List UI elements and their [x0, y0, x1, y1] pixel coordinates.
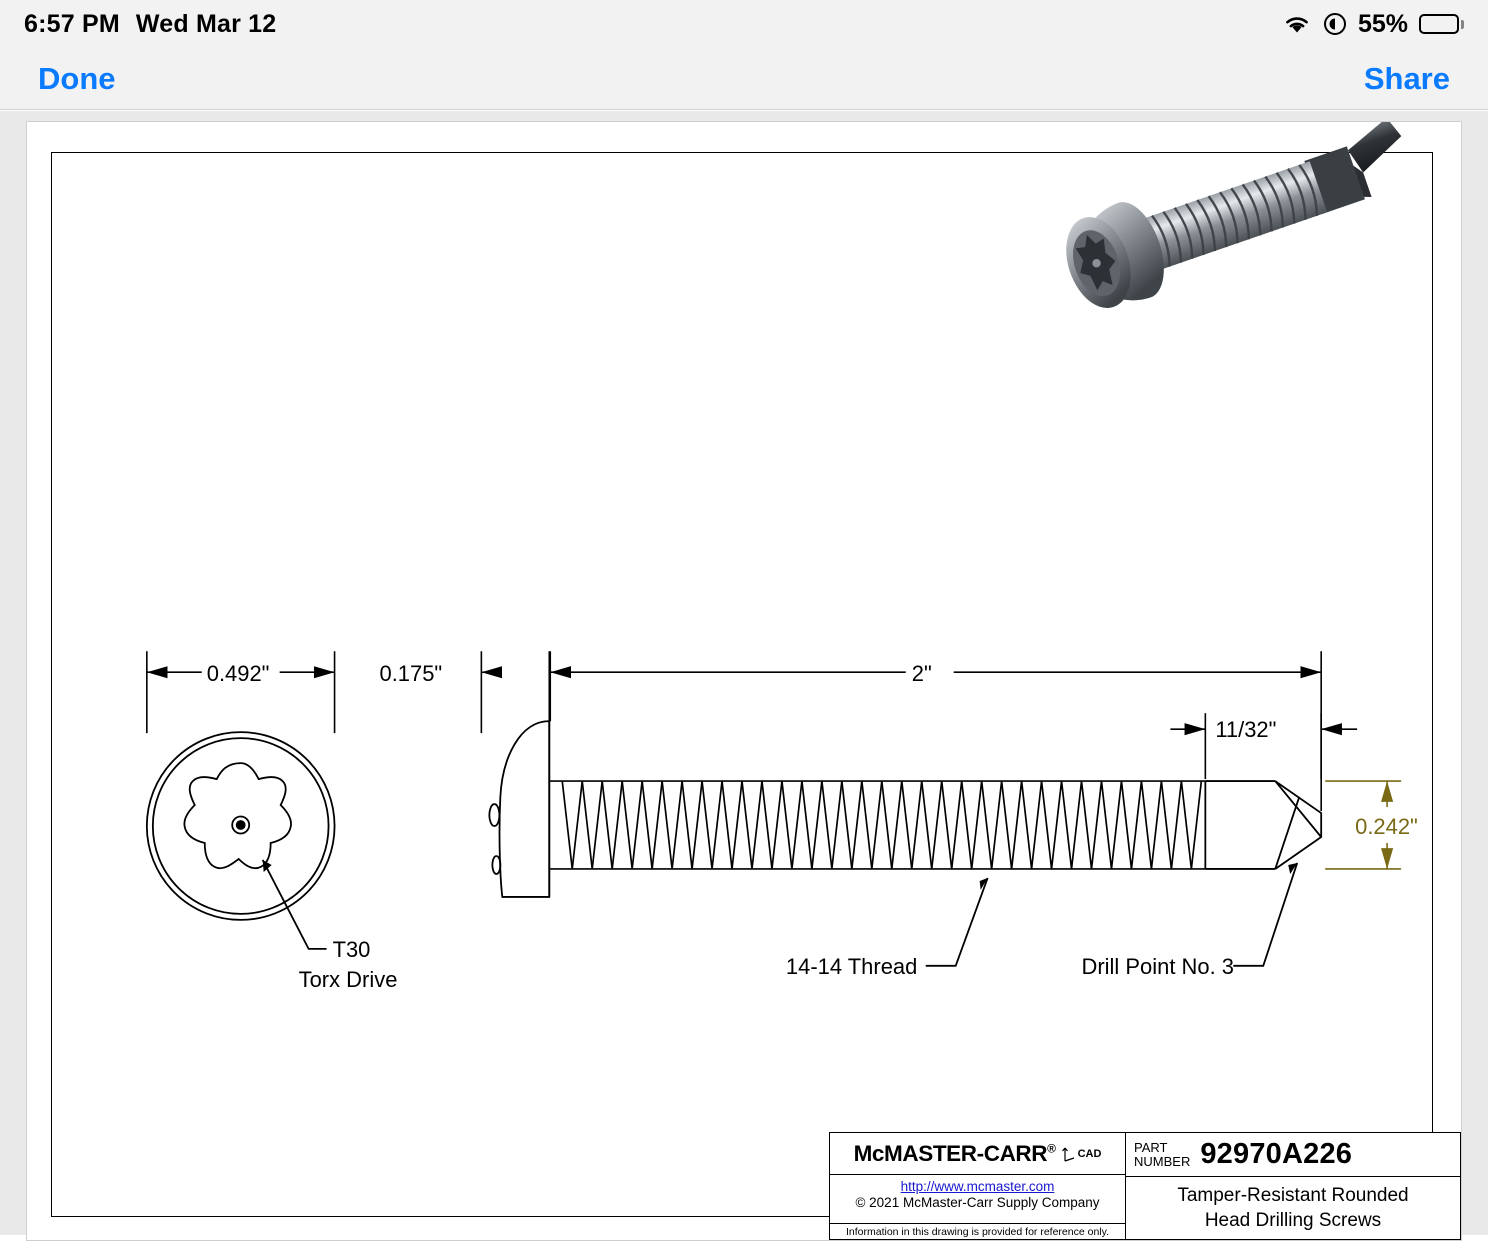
torx-drive-label-line1: T30	[332, 936, 371, 962]
status-bar-right	[1282, 10, 1464, 39]
axis-icon	[1060, 1145, 1076, 1163]
part-number-value: 92970A226	[1200, 1138, 1353, 1170]
title-block-logo-row	[830, 1133, 1125, 1175]
wifi-icon	[1282, 13, 1312, 35]
dim-head-height-text: 0.175"	[379, 661, 443, 687]
battery-percent-label: 55%	[1357, 9, 1408, 38]
drill-point-leader	[1233, 863, 1297, 966]
status-bar	[0, 0, 1488, 48]
battery-icon	[1419, 14, 1464, 34]
isometric-screw-render	[1054, 122, 1425, 320]
copyright-text: © 2021 McMaster-Carr Supply Company	[855, 1195, 1100, 1210]
torx-drive-leader	[263, 860, 327, 949]
title-block-company	[830, 1133, 1126, 1239]
head-top-view	[147, 732, 335, 920]
done-button[interactable]: Done	[38, 60, 116, 96]
engineering-drawing	[27, 122, 1461, 1240]
dim-head-height	[481, 651, 549, 733]
mcmaster-url[interactable]: http://www.mcmaster.com	[900, 1179, 1055, 1194]
part-description-line2: Head Drilling Screws	[1204, 1210, 1382, 1231]
screw-drill-point	[1205, 781, 1321, 869]
thread-callout-label: 14-14 Thread	[785, 953, 918, 979]
title-block-part	[1126, 1133, 1460, 1239]
part-number-label	[1134, 1141, 1190, 1169]
dim-shank-diameter-text: 0.242"	[1355, 814, 1418, 840]
status-date: Wed Mar 12	[135, 9, 277, 38]
title-block	[829, 1132, 1461, 1240]
dim-head-diameter-text: 0.492"	[206, 661, 270, 687]
part-description	[1126, 1177, 1460, 1239]
reference-note: Information in this drawing is provided for reference only.	[830, 1223, 1125, 1239]
dim-overall-length-text: 2"	[911, 661, 932, 687]
status-time: 6:57 PM	[24, 9, 120, 38]
mcmaster-logo: McMASTER-CARR®	[853, 1140, 1056, 1166]
screw-side-thread	[549, 781, 1205, 869]
part-number-label-line2: NUMBER	[1134, 1153, 1191, 1169]
dim-drill-point-length-text: 11/32"	[1215, 717, 1277, 743]
registered-mark: ®	[1047, 1141, 1056, 1155]
torx-drive-label-line2: Torx Drive	[298, 966, 398, 992]
drawing-page	[26, 121, 1462, 1241]
part-description-line1: Tamper-Resistant Rounded	[1177, 1185, 1409, 1206]
cad-axis-icon	[1060, 1145, 1102, 1163]
part-number-label-line1: PART	[1134, 1139, 1168, 1155]
share-button[interactable]: Share	[1363, 60, 1450, 96]
part-number-row	[1126, 1133, 1460, 1177]
thread-leader	[926, 878, 988, 966]
document-viewer[interactable]	[0, 111, 1488, 1238]
drill-point-callout-label: Drill Point No. 3	[1081, 953, 1235, 979]
navigation-bar	[0, 48, 1488, 110]
screw-side-head	[489, 721, 549, 897]
status-bar-left	[24, 10, 276, 39]
location-icon	[1323, 12, 1347, 36]
cad-label: CAD	[1077, 1147, 1102, 1160]
